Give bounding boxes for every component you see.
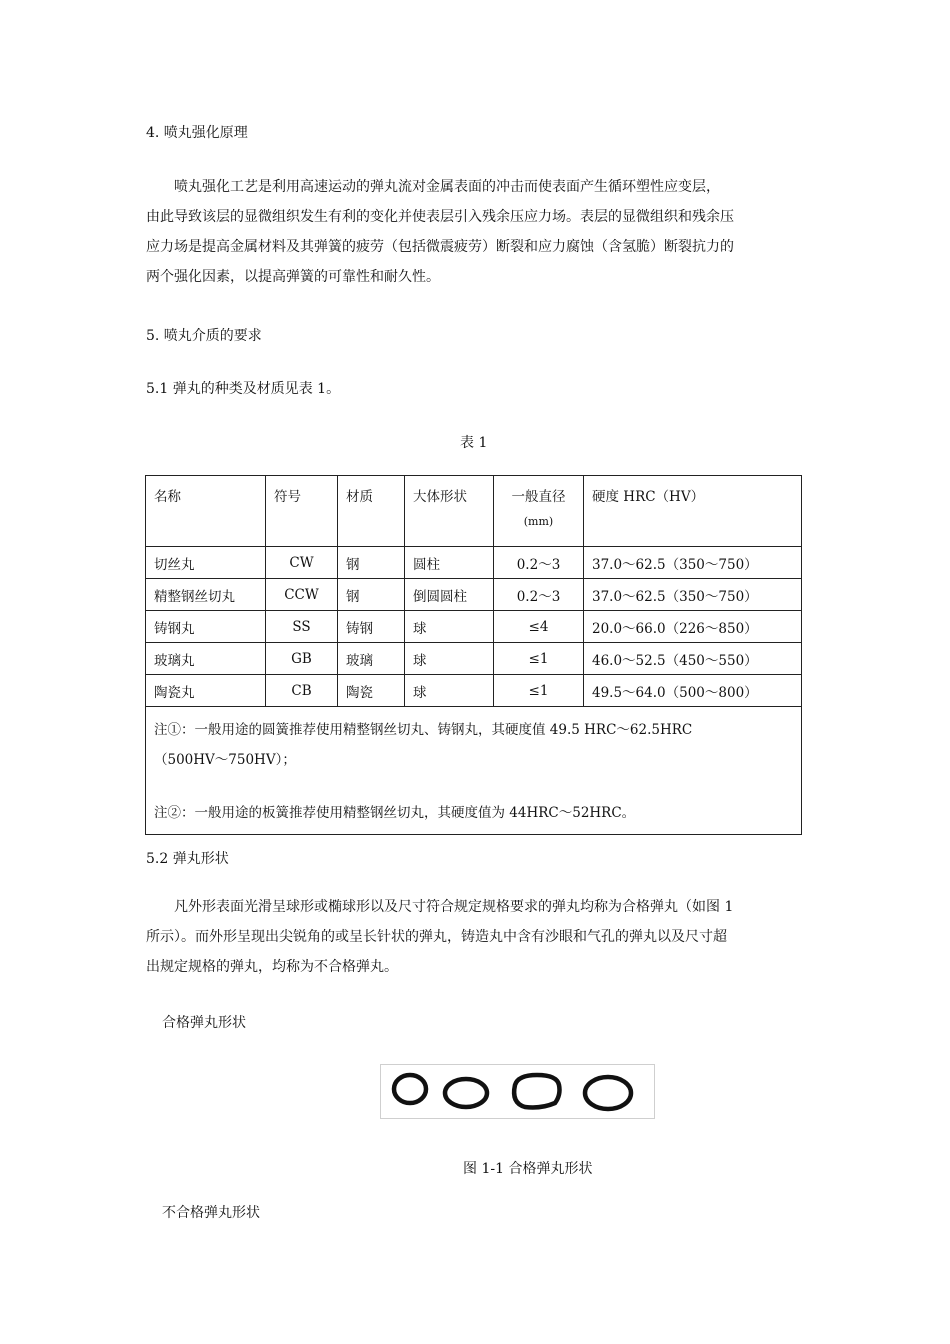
section-4-heading: 4. 喷丸强化原理 <box>146 125 248 141</box>
paragraph-line: 两个强化因素，以提高弹簧的可靠性和耐久性。 <box>146 269 440 285</box>
table-cell: 钢 <box>338 547 405 579</box>
table-cell: SS <box>266 611 338 643</box>
table-cell: 圆柱 <box>405 547 494 579</box>
table-cell: 精整钢丝切丸 <box>146 579 266 611</box>
table-cell: 球 <box>405 611 494 643</box>
header-cell: 硬度 HRC（HV） <box>584 476 802 547</box>
table-cell: CW <box>266 547 338 579</box>
qualified-shots-figure <box>380 1064 655 1119</box>
table-cell: 钢 <box>338 579 405 611</box>
header-cell <box>494 476 584 547</box>
table-cell: 陶瓷 <box>338 675 405 707</box>
table-cell: 陶瓷丸 <box>146 675 266 707</box>
table-notes-row <box>146 707 802 835</box>
section-5-1-text: 5.1 弹丸的种类及材质见表 1。 <box>146 381 341 397</box>
table-cell: ≤4 <box>494 611 584 643</box>
table-row <box>146 579 802 611</box>
paragraph-line: 凡外形表面光滑呈球形或椭球形以及尺寸符合规定规格要求的弹丸均称为合格弹丸（如图 1 <box>174 899 734 915</box>
paragraph-line: 由此导致该层的显微组织发生有利的变化并使表层引入残余压应力场。表层的显微组织和残余压 <box>146 209 734 225</box>
table-cell: CB <box>266 675 338 707</box>
table-cell: 37.0～62.5（350～750） <box>584 579 802 611</box>
note-2: 注②：一般用途的板簧推荐使用精整钢丝切丸，其硬度值为 44HRC～52HRC。 <box>154 805 636 821</box>
table-cell: 玻璃 <box>338 643 405 675</box>
unqualified-shots-label: 不合格弹丸形状 <box>162 1205 260 1221</box>
table-caption: 表 1 <box>460 435 488 451</box>
paragraph-line: 出规定规格的弹丸，均称为不合格弹丸。 <box>146 959 398 975</box>
header-cell: 名称 <box>146 476 266 547</box>
header-cell: 大体形状 <box>405 476 494 547</box>
table-cell: 37.0～62.5（350～750） <box>584 547 802 579</box>
note-1-line-2: （500HV～750HV）； <box>154 752 296 768</box>
table-cell: 0.2～3 <box>494 547 584 579</box>
table-cell: 铸钢丸 <box>146 611 266 643</box>
qualified-shots-image <box>381 1065 654 1118</box>
table-cell: 46.0～52.5（450～550） <box>584 643 802 675</box>
qualified-shots-label: 合格弹丸形状 <box>162 1015 246 1031</box>
section-5-2-heading: 5.2 弹丸形状 <box>146 851 229 867</box>
table-cell: CCW <box>266 579 338 611</box>
paragraph-line: 应力场是提高金属材料及其弹簧的疲劳（包括微震疲劳）断裂和应力腐蚀（含氢脆）断裂抗力的 <box>146 239 734 255</box>
table-cell: 玻璃丸 <box>146 643 266 675</box>
table-cell: 20.0～66.0（226～850） <box>584 611 802 643</box>
paragraph-line: 喷丸强化工艺是利用高速运动的弹丸流对金属表面的冲击而使表面产生循环塑性应变层， <box>174 179 720 195</box>
shot-ellipse <box>445 1079 487 1107</box>
shot-ellipse <box>394 1075 426 1103</box>
table-cell: ≤1 <box>494 675 584 707</box>
table-cell: ≤1 <box>494 643 584 675</box>
table-row <box>146 611 802 643</box>
table-header-row <box>146 476 802 547</box>
figure-caption: 图 1-1 合格弹丸形状 <box>463 1161 593 1177</box>
table-cell: 49.5～64.0（500～800） <box>584 675 802 707</box>
table-cell: 铸钢 <box>338 611 405 643</box>
table-cell: 倒圆圆柱 <box>405 579 494 611</box>
shot-ellipse <box>585 1077 631 1109</box>
shot-types-table <box>145 475 802 835</box>
note-1-line-1: 注①：一般用途的圆簧推荐使用精整钢丝切丸、铸钢丸，其硬度值 49.5 HRC～62.5HRC <box>154 722 693 738</box>
table-row <box>146 675 802 707</box>
section-5-2-paragraph <box>146 892 806 982</box>
table-row <box>146 643 802 675</box>
table-cell: 球 <box>405 675 494 707</box>
section-5-heading: 5. 喷丸介质的要求 <box>146 328 262 344</box>
header-cell: 材质 <box>338 476 405 547</box>
shot-ellipse <box>514 1075 559 1108</box>
section-4-paragraph <box>146 172 806 292</box>
table-cell: 0.2～3 <box>494 579 584 611</box>
header-cell: 符号 <box>266 476 338 547</box>
table-row <box>146 547 802 579</box>
table-notes <box>146 707 802 835</box>
header-diameter-label: 一般直径 <box>511 489 566 505</box>
table-cell: GB <box>266 643 338 675</box>
table-cell: 切丝丸 <box>146 547 266 579</box>
paragraph-line: 所示）。而外形呈现出尖锐角的或呈长针状的弹丸，铸造丸中含有沙眼和气孔的弹丸以及尺寸超 <box>146 929 727 945</box>
header-diameter-unit: (mm) <box>523 515 554 528</box>
table-cell: 球 <box>405 643 494 675</box>
